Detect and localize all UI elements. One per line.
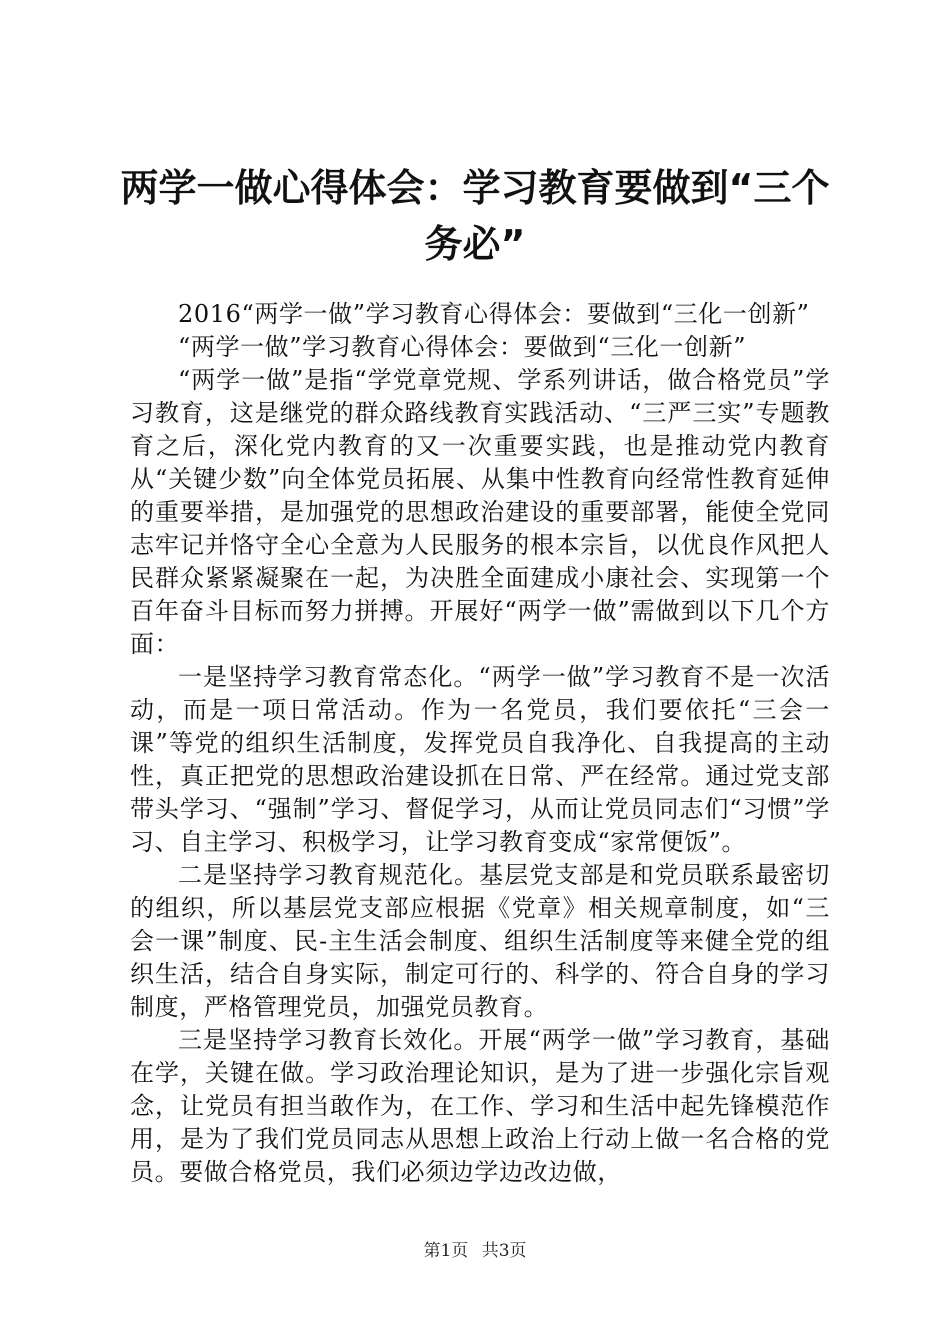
- page-number: 第1页: [423, 1241, 469, 1261]
- paragraph-intro: 2016“两学一做”学习教育心得体会：要做到“三化一创新”: [178, 300, 810, 328]
- document-title: 两学一做心得体会：学习教育要做到“三个务必”: [120, 166, 830, 266]
- page-total: 共3页: [481, 1241, 527, 1261]
- paragraph-overview: “两学一做”是指“学党章党规、学系列讲话，做合格党员”学习教育，这是继党的群众路线教育实践活动、“三严三实”专题教育之后，深化党内教育的又一次重要实践，也是推动党内教育从“关键少数”向全体党员拓展、从集中性教育向经常性教育延伸的重要举措，是加强党的思想政治建设的重要部署，能使全党同志牢记并恪守全心全意为人民服务的根本宗旨，以优良作风把人民群众紧紧凝聚在一起，为决胜全面建成小康社会、实现第一个百年奋斗目标而努力拼搏。开展好“两学一做”需做到以下几个方面：: [130, 366, 830, 658]
- paragraph-point-three: 三是坚持学习教育长效化。开展“两学一做”学习教育，基础在学，关键在做。学习政治理论知识，是为了进一步强化宗旨观念，让党员有担当敢作为，在工作、学习和生活中起先锋模范作用，是为了我们党员同志从思想上政治上行动上做一名合格的党员。要做合格党员，我们必须边学边改边做，: [130, 1026, 830, 1186]
- page-footer: [0, 1240, 950, 1262]
- paragraph-point-two: 二是坚持学习教育规范化。基层党支部是和党员联系最密切的组织，所以基层党支部应根据《党章》相关规章制度，如“三会一课”制度、民-主生活会制度、组织生活制度等来健全党的组织生活，结合自身实际，制定可行的、科学的、符合自身的学习制度，严格管理党员，加强党员教育。: [130, 861, 830, 1021]
- paragraph-subtitle: “两学一做”学习教育心得体会：要做到“三化一创新”: [178, 333, 747, 361]
- document-body: [130, 298, 830, 1189]
- paragraph-point-one: 一是坚持学习教育常态化。“两学一做”学习教育不是一次活动，而是一项日常活动。作为一名党员，我们要依托“三会一课”等党的组织生活制度，发挥党员自我净化、自我提高的主动性，真正把党的思想政治建设抓在日常、严在经常。通过党支部带头学习、“强制”学习、督促学习，从而让党员同志们“习惯”学习、自主学习、积极学习，让学习教育变成“家常便饭”。: [130, 663, 830, 856]
